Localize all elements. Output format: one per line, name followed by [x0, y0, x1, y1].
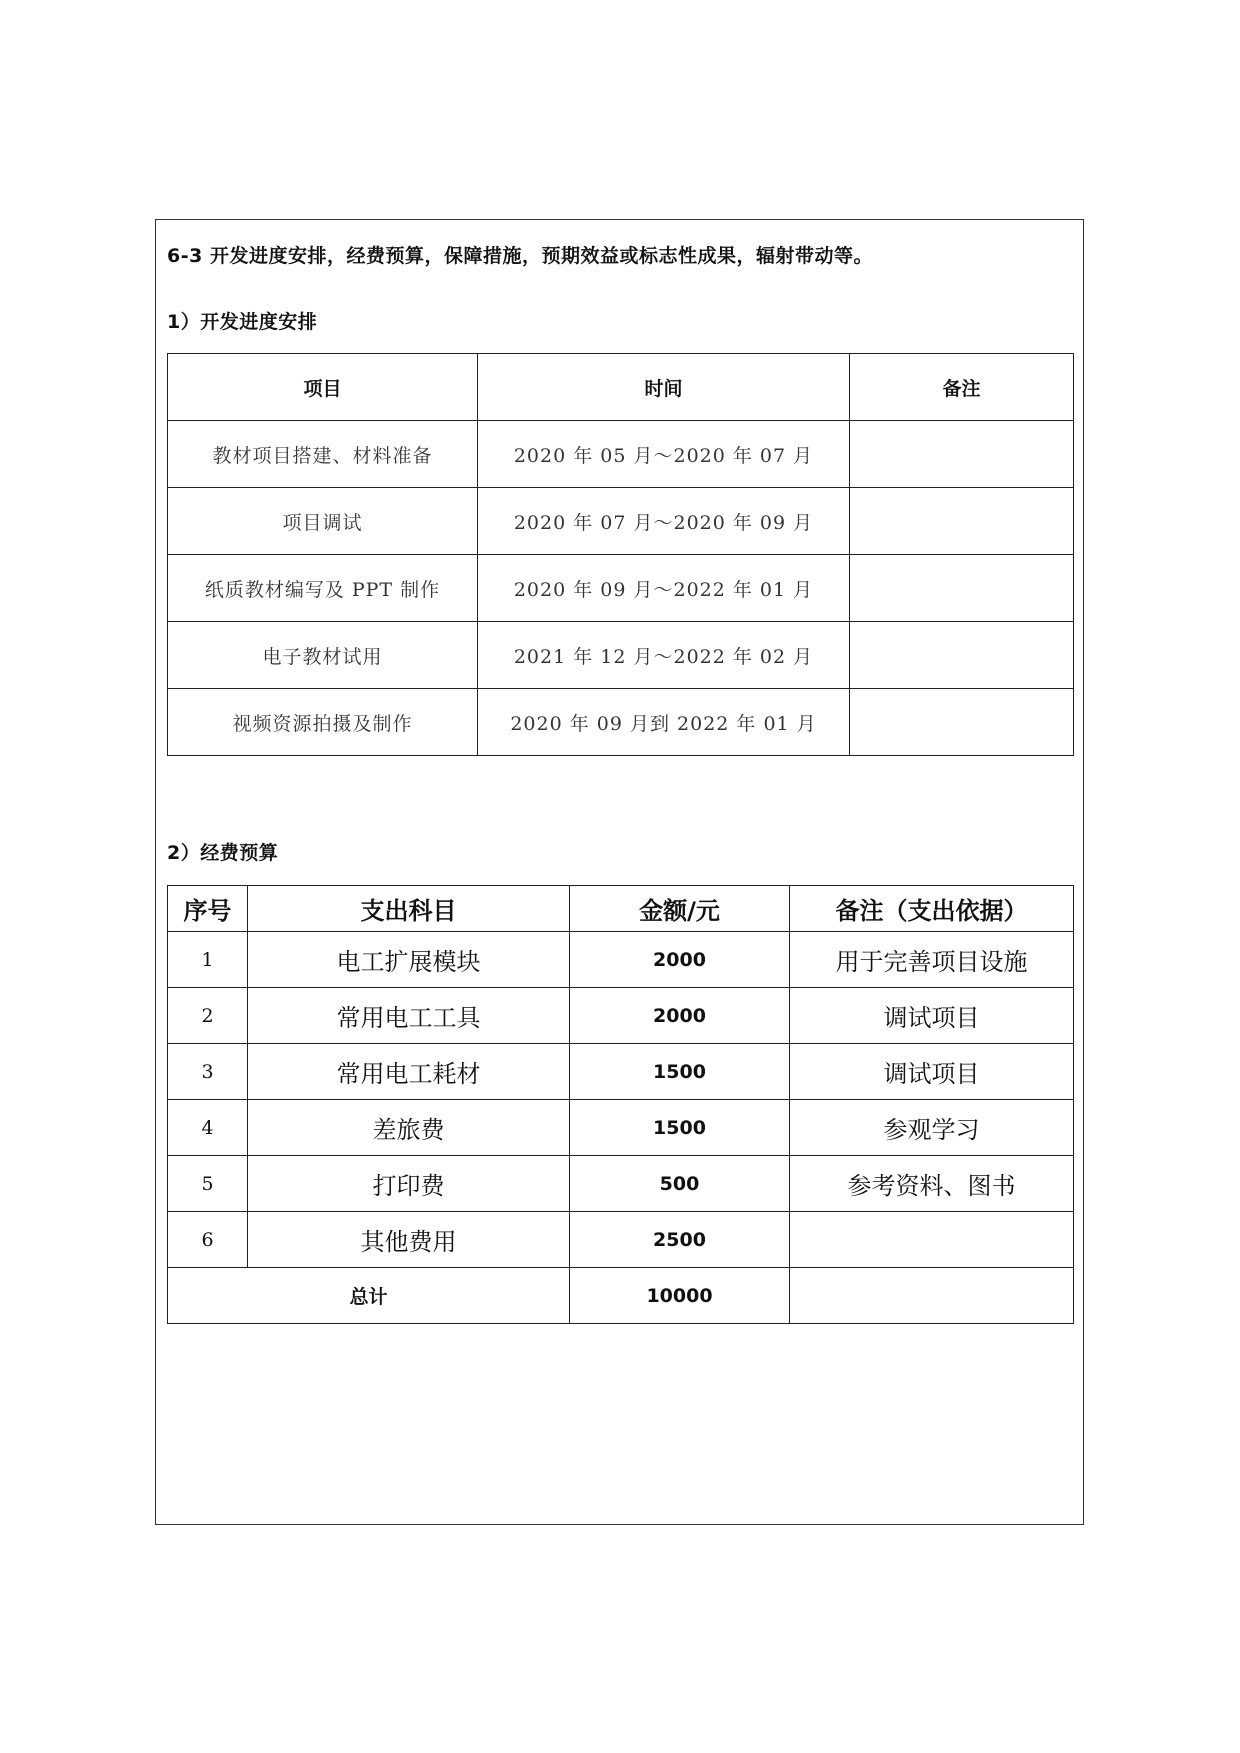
schedule-header-time: 时间 [478, 354, 850, 421]
budget-subject: 常用电工耗材 [248, 1044, 570, 1100]
budget-amount: 500 [570, 1156, 790, 1212]
schedule-time: 2020 年 09 月到 2022 年 01 月 [478, 689, 850, 756]
budget-subject: 打印费 [248, 1156, 570, 1212]
schedule-note [850, 421, 1074, 488]
budget-subject: 电工扩展模块 [248, 932, 570, 988]
budget-no: 2 [168, 988, 248, 1044]
budget-total-amount: 10000 [570, 1268, 790, 1324]
budget-note: 参考资料、图书 [790, 1156, 1074, 1212]
budget-subject: 差旅费 [248, 1100, 570, 1156]
table-row [168, 689, 1074, 756]
table-row [168, 1156, 1074, 1212]
budget-no: 6 [168, 1212, 248, 1268]
table-row [168, 932, 1074, 988]
budget-no: 3 [168, 1044, 248, 1100]
schedule-header-row [168, 354, 1074, 421]
schedule-item: 视频资源拍摄及制作 [168, 689, 478, 756]
schedule-item: 项目调试 [168, 488, 478, 555]
schedule-item: 教材项目搭建、材料准备 [168, 421, 478, 488]
budget-amount: 2000 [570, 932, 790, 988]
schedule-time: 2020 年 07 月～2020 年 09 月 [478, 488, 850, 555]
section-heading: 6-3 开发进度安排，经费预算，保障措施，预期效益或标志性成果，辐射带动等。 [167, 245, 873, 267]
budget-amount: 2000 [570, 988, 790, 1044]
table-row [168, 988, 1074, 1044]
budget-table [167, 885, 1074, 1324]
budget-header-no: 序号 [168, 886, 248, 932]
budget-no: 4 [168, 1100, 248, 1156]
budget-note: 调试项目 [790, 988, 1074, 1044]
schedule-table [167, 353, 1074, 756]
budget-header-amount: 金额/元 [570, 886, 790, 932]
budget-note: 用于完善项目设施 [790, 932, 1074, 988]
schedule-item: 纸质教材编写及 PPT 制作 [168, 555, 478, 622]
budget-header-note: 备注（支出依据） [790, 886, 1074, 932]
budget-total-label: 总计 [168, 1268, 570, 1324]
budget-heading: 2）经费预算 [167, 842, 279, 864]
budget-amount: 2500 [570, 1212, 790, 1268]
budget-note: 参观学习 [790, 1100, 1074, 1156]
budget-no: 1 [168, 932, 248, 988]
budget-total-row [168, 1268, 1074, 1324]
schedule-header-item: 项目 [168, 354, 478, 421]
budget-note [790, 1212, 1074, 1268]
schedule-note [850, 689, 1074, 756]
budget-header-row [168, 886, 1074, 932]
budget-note: 调试项目 [790, 1044, 1074, 1100]
budget-amount: 1500 [570, 1100, 790, 1156]
table-row [168, 421, 1074, 488]
budget-total-note [790, 1268, 1074, 1324]
schedule-time: 2021 年 12 月～2022 年 02 月 [478, 622, 850, 689]
schedule-time: 2020 年 09 月～2022 年 01 月 [478, 555, 850, 622]
budget-subject: 常用电工工具 [248, 988, 570, 1044]
schedule-time: 2020 年 05 月～2020 年 07 月 [478, 421, 850, 488]
schedule-item: 电子教材试用 [168, 622, 478, 689]
table-row [168, 622, 1074, 689]
budget-header-subject: 支出科目 [248, 886, 570, 932]
table-row [168, 1212, 1074, 1268]
schedule-heading: 1）开发进度安排 [167, 311, 318, 333]
table-row [168, 1100, 1074, 1156]
table-row [168, 488, 1074, 555]
schedule-note [850, 555, 1074, 622]
budget-amount: 1500 [570, 1044, 790, 1100]
schedule-header-note: 备注 [850, 354, 1074, 421]
budget-subject: 其他费用 [248, 1212, 570, 1268]
table-row [168, 555, 1074, 622]
schedule-note [850, 622, 1074, 689]
budget-no: 5 [168, 1156, 248, 1212]
schedule-note [850, 488, 1074, 555]
table-row [168, 1044, 1074, 1100]
